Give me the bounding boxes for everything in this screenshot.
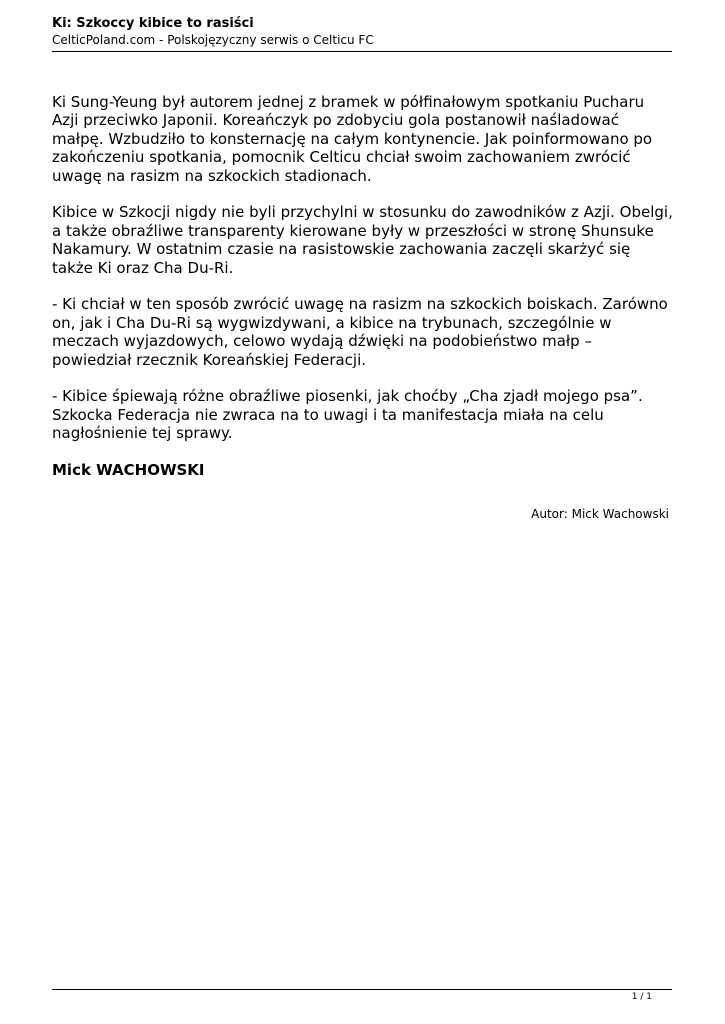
page-number: 1 / 1 [631, 992, 652, 1002]
document-header [52, 16, 672, 48]
author-credit: Autor: Mick Wachowski [531, 507, 669, 521]
header-divider [52, 51, 672, 52]
document-title: Ki: Szkoccy kibice to rasiści [52, 16, 254, 31]
article-body [52, 93, 674, 497]
article-paragraph: - Ki chciał w ten sposób zwrócić uwagę na rasizm na szkockich boiskach. Zarówno on, jak i Cha Du-Ri są wygwizdywani, a kibice na trybunach, szczególnie w meczach wyjazdowych, celowo wydają dźwięki na podobieństwo małp – powiedział rzecznik Koreańskiej Federacji. [52, 295, 668, 369]
site-subtitle: CelticPoland.com - Polskojęzyczny serwis o Celticu FC [52, 33, 374, 47]
article-paragraph: - Kibice śpiewają różne obraźliwe piosenki, jak choćby „Cha zjadł mojego psa”. Szkocka Federacja nie zwraca na to uwagi i ta manifestacja miała na celu nagłośnienie tej sprawy. [52, 387, 643, 443]
article-paragraph: Ki Sung-Yeung był autorem jednej z bramek w półfinałowym spotkaniu Pucharu Azji przeciwko Japonii. Koreańczyk po zdobyciu gola postanowił naśladować małpę. Wzbudziło to konsternację na całym kontynencie. Jak poinformowano po zakończeniu spotkania, pomocnik Celticu chciał swoim zachowaniem zwrócić uwagę na rasizm na szkockich stadionach. [52, 93, 653, 185]
footer-divider [52, 989, 672, 990]
article-paragraph: Kibice w Szkocji nigdy nie byli przychylni w stosunku do zawodników z Azji. Obelgi, a także obraźliwe transparenty kierowane były w przeszłości w stronę Shunsuke Nakamury. W ostatnim czasie na rasistowskie zachowania zaczęli skarżyć się także Ki oraz Cha Du-Ri. [52, 203, 673, 277]
article-signature: Mick WACHOWSKI [52, 461, 205, 480]
